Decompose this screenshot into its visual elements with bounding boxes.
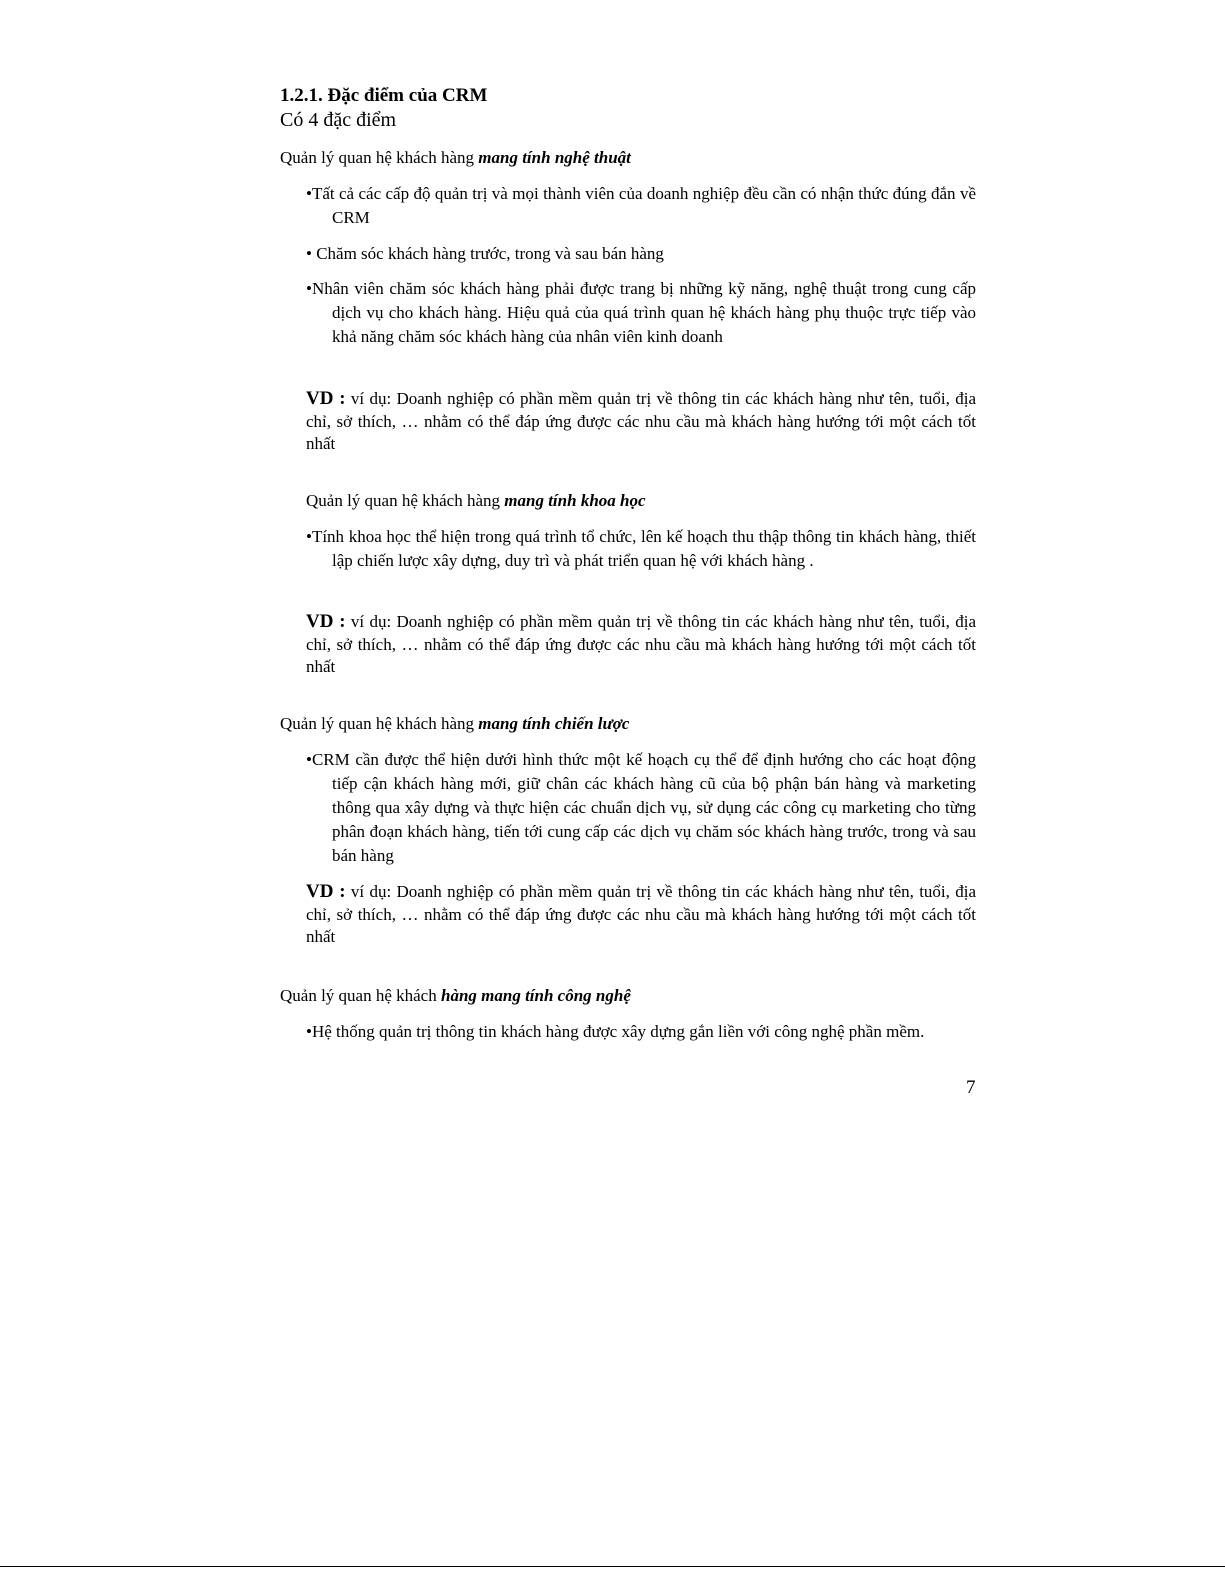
section-title-prefix: Quản lý quan hệ khách hàng [306, 491, 505, 510]
example-label: VD : [306, 881, 346, 902]
section-heading: 1.2.1. Đặc điểm của CRM [280, 85, 488, 106]
bullet-item: •Tất cả các cấp độ quản trị và mọi thành viên của doanh nghiệp đều cần có nhận thức đúng đắn về CRM [306, 184, 976, 227]
bottom-divider [0, 1566, 1225, 1567]
page-number: 7 [966, 1077, 976, 1098]
example-paragraph [306, 388, 976, 456]
bullet-item: •Nhân viên chăm sóc khách hàng phải được trang bị những kỹ năng, nghệ thuật trong cung cấp dịch vụ cho khách hàng. Hiệu quả của quá trình quan hệ khách hàng phụ thuộc trực tiếp vào khả năng chăm sóc khách hàng của nhân viên kinh doanh [306, 279, 976, 346]
section-title-art [280, 147, 631, 169]
example-paragraph [306, 881, 976, 949]
section-title-emphasis: mang tính chiến lược [478, 714, 630, 733]
intro-text: Có 4 đặc điểm [280, 109, 397, 131]
example-text: ví dụ: Doanh nghiệp có phần mềm quản trị về thông tin các khách hàng như tên, tuổi, địa chỉ, sở thích, … nhằm có thể đáp ứng được các nhu cầu mà khách hàng hướng tới một cách tốt nhất [306, 389, 976, 453]
section-title-emphasis: mang tính khoa học [504, 491, 646, 510]
section-title-emphasis: hàng mang tính công nghệ [440, 986, 631, 1005]
section-title-science [306, 490, 646, 512]
bullet-item: • Chăm sóc khách hàng trước, trong và sau bán hàng [306, 244, 664, 263]
bullet-item: •CRM cần được thể hiện dưới hình thức một kế hoạch cụ thể để định hướng cho các hoạt động tiếp cận khách hàng mới, giữ chân các khách hàng cũ của bộ phận bán hàng và marketing thông qua xây dựng và thực hiện các chuẩn dịch vụ, sử dụng các công cụ marketing cho từng phân đoạn khách hàng, tiến tới cung cấp các dịch vụ chăm sóc khách hàng trước, trong và sau bán hàng [306, 750, 976, 865]
example-text: ví dụ: Doanh nghiệp có phần mềm quản trị về thông tin các khách hàng như tên, tuổi, địa chỉ, sở thích, … nhằm có thể đáp ứng được các nhu cầu mà khách hàng hướng tới một cách tốt nhất [306, 612, 976, 676]
example-label: VD : [306, 388, 346, 409]
example-text: ví dụ: Doanh nghiệp có phần mềm quản trị về thông tin các khách hàng như tên, tuổi, địa chỉ, sở thích, … nhằm có thể đáp ứng được các nhu cầu mà khách hàng hướng tới một cách tốt nhất [306, 882, 976, 946]
section-title-emphasis: mang tính nghệ thuật [478, 148, 631, 167]
section-title-technology [280, 985, 631, 1007]
bullet-item: •Hệ thống quản trị thông tin khách hàng được xây dựng gắn liền với công nghệ phần mềm. [306, 1022, 925, 1041]
section-title-prefix: Quản lý quan hệ khách hàng [280, 714, 479, 733]
section-title-strategy [280, 713, 629, 735]
example-label: VD : [306, 611, 346, 632]
bullet-item: •Tính khoa học thể hiện trong quá trình tổ chức, lên kế hoạch thu thập thông tin khách hàng, thiết lập chiến lược xây dựng, duy trì và phát triển quan hệ với khách hàng . [306, 527, 976, 570]
example-paragraph [306, 611, 976, 679]
section-title-prefix: Quản lý quan hệ khách [280, 986, 441, 1005]
section-title-prefix: Quản lý quan hệ khách hàng [280, 148, 479, 167]
